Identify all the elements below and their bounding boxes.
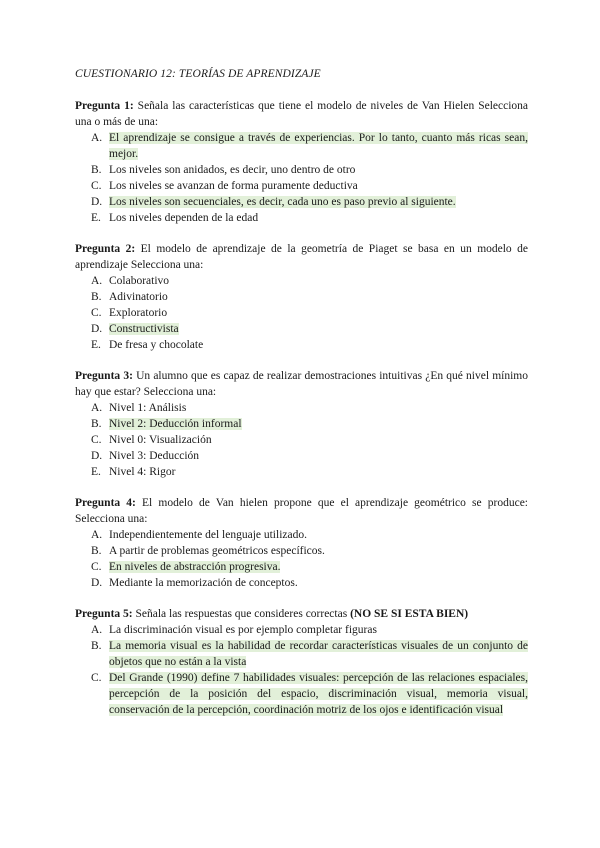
option-text: Nivel 0: Visualización <box>109 434 212 446</box>
option-text: Los niveles se avanzan de forma puramente deductiva <box>109 180 358 192</box>
option-c <box>75 559 528 575</box>
option-letter: B. <box>91 291 102 303</box>
option-a <box>75 273 528 289</box>
option-b <box>75 638 528 670</box>
option-letter: C. <box>91 672 102 684</box>
question-4 <box>75 495 528 591</box>
option-b <box>75 162 528 178</box>
option-letter: D. <box>91 450 103 462</box>
question-prompt <box>75 98 528 130</box>
option-letter: A. <box>91 275 103 287</box>
question-label: Pregunta 1: <box>75 100 134 112</box>
option-letter: A. <box>91 529 103 541</box>
option-b <box>75 289 528 305</box>
option-c <box>75 178 528 194</box>
option-text: Exploratorio <box>109 307 168 319</box>
option-text-highlighted: En niveles de abstracción progresiva. <box>109 561 281 573</box>
question-prompt <box>75 495 528 527</box>
option-text: Los niveles dependen de la edad <box>109 212 259 224</box>
option-text: De fresa y chocolate <box>109 339 204 351</box>
option-letter: E. <box>91 212 101 224</box>
option-letter: A. <box>91 624 103 636</box>
option-text-highlighted: Del Grande (1990) define 7 habilidades visuales: percepción de las relaciones espaciales, percepción de la posición del espacio, discriminación visual, memoria visual, conservación de la percepción, coordinación motriz de los ojos e identificación visual <box>109 672 528 716</box>
option-text: Adivinatorio <box>109 291 168 303</box>
option-text: Nivel 1: Análisis <box>109 402 187 414</box>
option-letter: D. <box>91 323 103 335</box>
question-1 <box>75 98 528 226</box>
option-a <box>75 622 528 638</box>
question-2 <box>75 241 528 353</box>
question-3 <box>75 368 528 480</box>
option-e <box>75 210 528 226</box>
question-5 <box>75 606 528 718</box>
option-c <box>75 305 528 321</box>
options-list <box>75 527 528 591</box>
question-label: Pregunta 2: <box>75 243 136 255</box>
option-letter: B. <box>91 164 102 176</box>
option-letter: C. <box>91 180 102 192</box>
question-prompt <box>75 241 528 273</box>
question-note: (NO SE SI ESTA BIEN) <box>350 608 469 620</box>
option-e <box>75 464 528 480</box>
question-prompt <box>75 606 528 622</box>
option-text: Nivel 4: Rigor <box>109 466 176 478</box>
option-text-highlighted: Nivel 2: Deducción informal <box>109 418 242 430</box>
options-list <box>75 273 528 353</box>
option-c <box>75 432 528 448</box>
options-list <box>75 622 528 718</box>
option-d <box>75 575 528 591</box>
option-b <box>75 543 528 559</box>
option-a <box>75 400 528 416</box>
option-letter: C. <box>91 307 102 319</box>
option-text: Los niveles son anidados, es decir, uno dentro de otro <box>109 164 356 176</box>
option-letter: E. <box>91 339 101 351</box>
document-page <box>75 68 528 733</box>
option-text: Mediante la memorización de conceptos. <box>109 577 298 589</box>
option-text-highlighted: Constructivista <box>109 323 179 335</box>
option-b <box>75 416 528 432</box>
option-text-highlighted: El aprendizaje se consigue a través de experiencias. Por lo tanto, cuanto más ricas sean, mejor. <box>109 132 528 160</box>
options-list <box>75 400 528 480</box>
option-a <box>75 527 528 543</box>
option-text: La discriminación visual es por ejemplo completar figuras <box>109 624 377 636</box>
option-letter: B. <box>91 640 102 652</box>
option-text: Colaborativo <box>109 275 170 287</box>
option-letter: C. <box>91 561 102 573</box>
option-text-highlighted: Los niveles son secuenciales, es decir, cada uno es paso previo al siguiente. <box>109 196 456 208</box>
options-list <box>75 130 528 226</box>
option-letter: D. <box>91 196 103 208</box>
question-prompt <box>75 368 528 400</box>
option-text: Nivel 3: Deducción <box>109 450 200 462</box>
option-letter: C. <box>91 434 102 446</box>
option-letter: D. <box>91 577 103 589</box>
option-text-highlighted: La memoria visual es la habilidad de recordar características visuales de un conjunto de objetos que no están a la vista <box>109 640 528 668</box>
question-text: El modelo de Van hielen propone que el aprendizaje geométrico se produce: Selecciona una: <box>75 497 528 525</box>
option-d <box>75 321 528 337</box>
option-letter: B. <box>91 418 102 430</box>
option-d <box>75 194 528 210</box>
option-letter: E. <box>91 466 101 478</box>
option-letter: A. <box>91 402 103 414</box>
document-title: CUESTIONARIO 12: TEORÍAS DE APRENDIZAJE <box>75 68 321 80</box>
option-c <box>75 670 528 718</box>
question-label: Pregunta 4: <box>75 497 136 509</box>
question-label: Pregunta 3: <box>75 370 133 382</box>
question-text: Señala las respuestas que consideres correctas <box>135 608 348 620</box>
option-d <box>75 448 528 464</box>
option-text: Independientemente del lenguaje utilizado. <box>109 529 307 541</box>
option-a <box>75 130 528 162</box>
question-text: Un alumno que es capaz de realizar demostraciones intuitivas ¿En qué nivel mínimo hay que estar? Selecciona una: <box>75 370 528 398</box>
option-letter: A. <box>91 132 103 144</box>
question-label: Pregunta 5: <box>75 608 133 620</box>
option-text: A partir de problemas geométricos específicos. <box>109 545 325 557</box>
option-letter: B. <box>91 545 102 557</box>
option-e <box>75 337 528 353</box>
question-text: El modelo de aprendizaje de la geometría de Piaget se basa en un modelo de aprendizaje Selecciona una: <box>75 243 528 271</box>
question-text: Señala las características que tiene el modelo de niveles de Van Hielen Selecciona una o más de una: <box>75 100 528 128</box>
